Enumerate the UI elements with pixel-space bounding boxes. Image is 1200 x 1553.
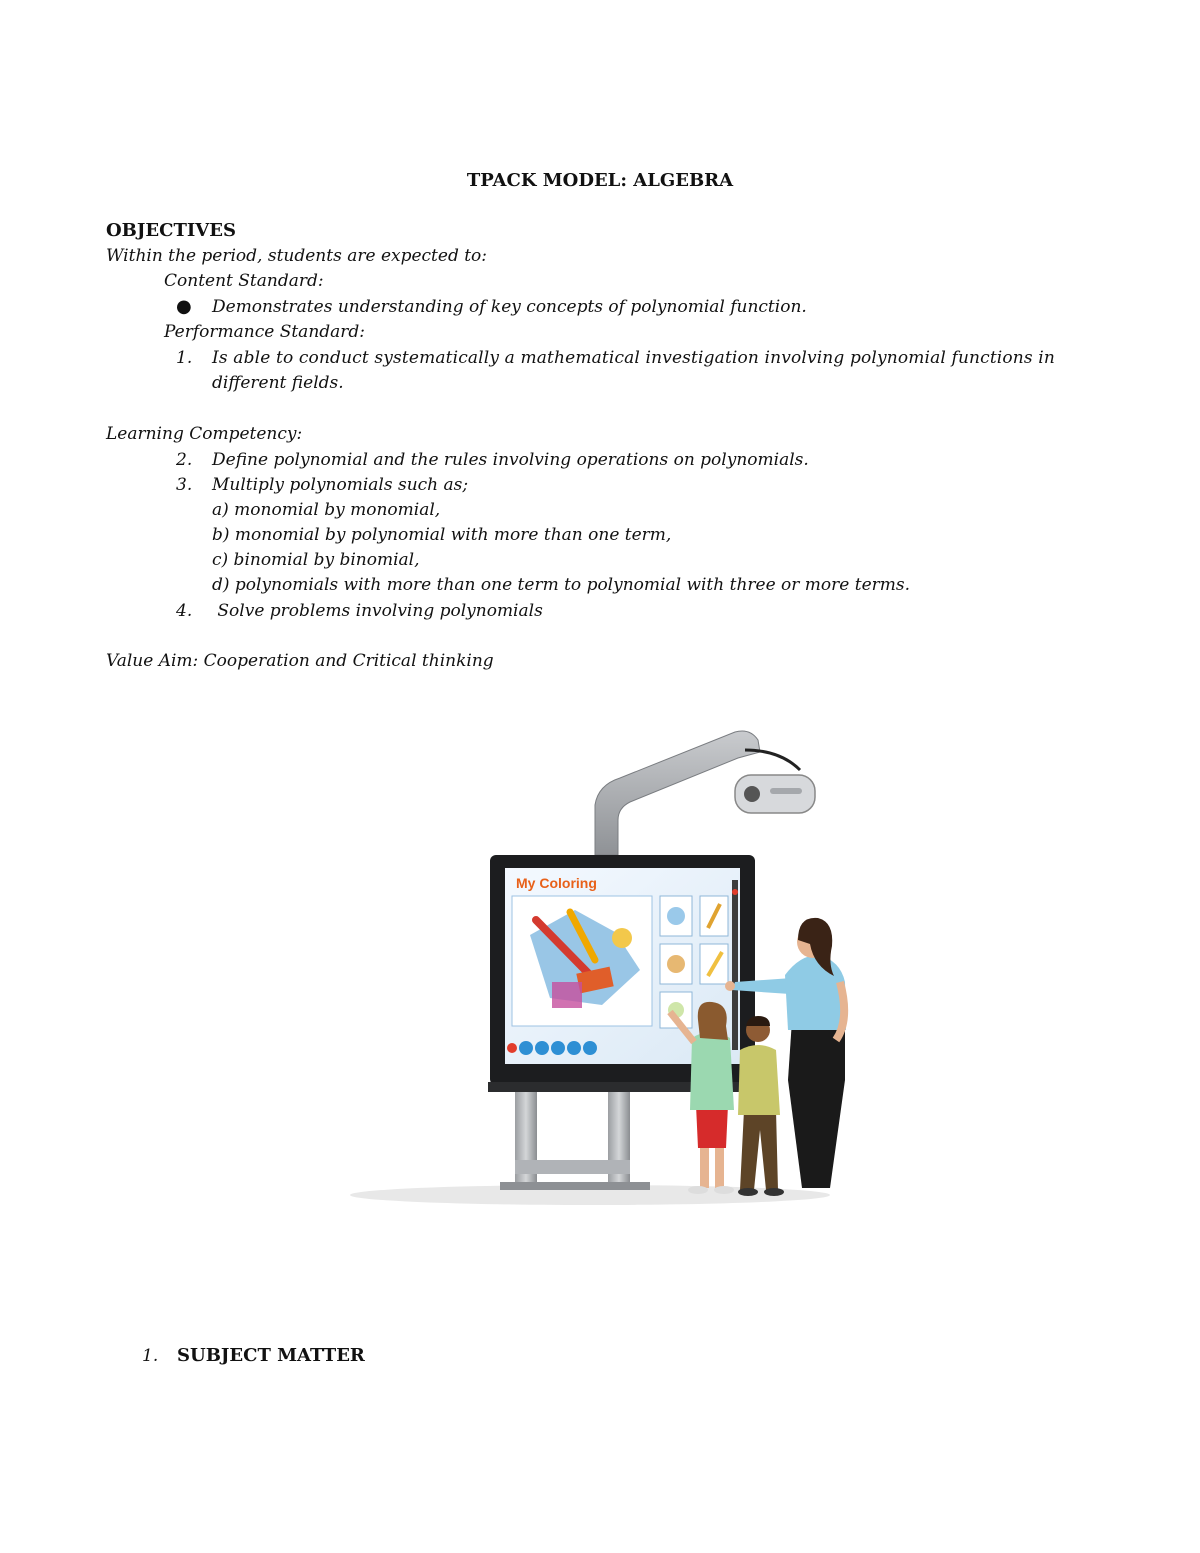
competency-item-number: 4. bbox=[176, 601, 193, 621]
learning-competency-label: Learning Competency: bbox=[106, 424, 303, 444]
performance-item-line2: different fields. bbox=[212, 373, 344, 393]
value-aim: Value Aim: Cooperation and Critical thinking bbox=[106, 651, 494, 671]
performance-item-line1: Is able to conduct systematically a mathematical investigation involving polynomial functions in bbox=[212, 348, 1055, 368]
competency-sub-item: c) binomial by binomial, bbox=[212, 550, 420, 570]
competency-item-number: 2. bbox=[176, 450, 193, 470]
performance-standard-label: Performance Standard: bbox=[164, 322, 366, 342]
content-standard-label: Content Standard: bbox=[164, 271, 324, 291]
competency-sub-item: b) monomial by polynomial with more than one term, bbox=[212, 525, 672, 545]
objectives-heading: OBJECTIVES bbox=[106, 220, 236, 241]
projector-arm bbox=[595, 731, 815, 855]
bullet-icon: ● bbox=[176, 296, 192, 317]
competency-item-number: 3. bbox=[176, 475, 193, 495]
content-standard-item: Demonstrates understanding of key concepts of polynomial function. bbox=[212, 297, 807, 317]
competency-item: Define polynomial and the rules involving operations on polynomials. bbox=[212, 450, 809, 470]
performance-item-number: 1. bbox=[176, 348, 193, 368]
subject-matter-heading: SUBJECT MATTER bbox=[177, 1345, 365, 1366]
competency-item: Multiply polynomials such as; bbox=[212, 475, 469, 495]
board-stand bbox=[500, 1092, 650, 1190]
interactive-whiteboard-illustration bbox=[340, 720, 880, 1210]
document-title: TPACK MODEL: ALGEBRA bbox=[466, 170, 734, 191]
objectives-intro: Within the period, students are expected to: bbox=[106, 246, 488, 266]
section-number: 1. bbox=[142, 1346, 159, 1366]
competency-sub-item: d) polynomials with more than one term to polynomial with three or more terms. bbox=[212, 575, 911, 595]
competency-item: Solve problems involving polynomials bbox=[212, 601, 543, 621]
competency-sub-item: a) monomial by monomial, bbox=[212, 500, 441, 520]
screen-title: My Coloring bbox=[516, 875, 597, 891]
